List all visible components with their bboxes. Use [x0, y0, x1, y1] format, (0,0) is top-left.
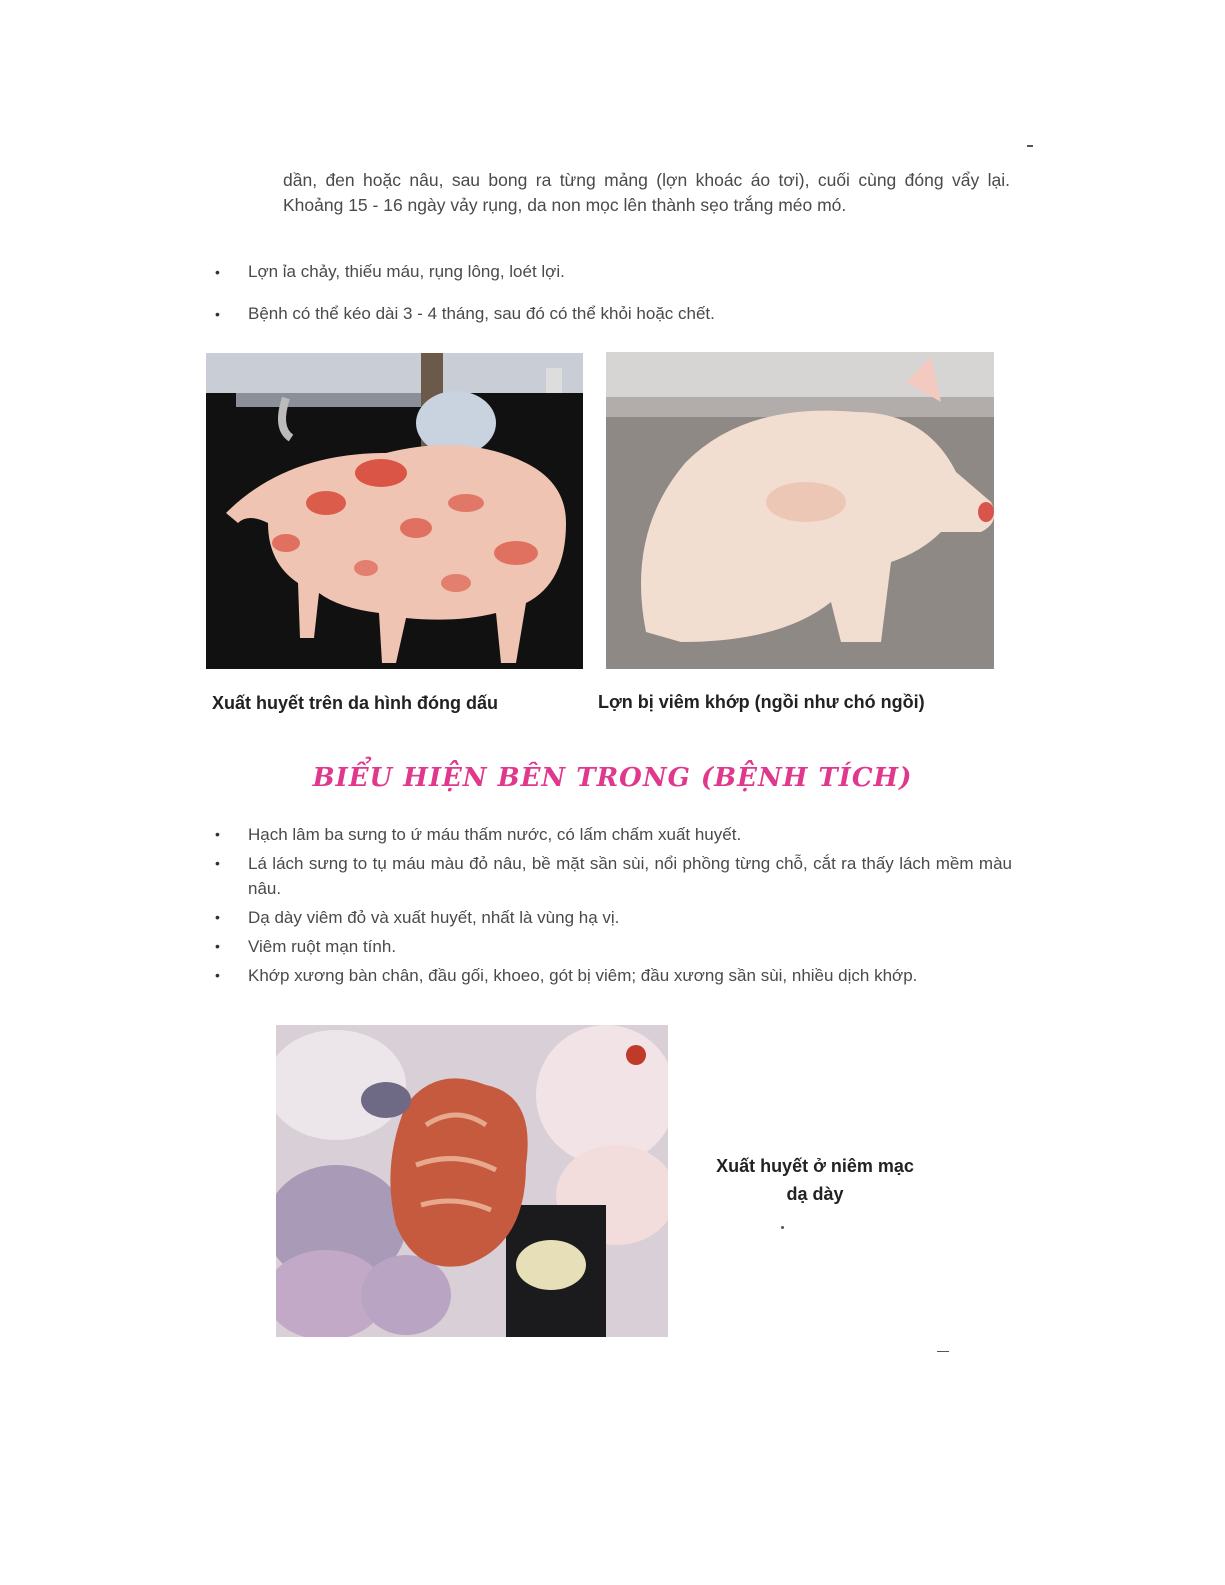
list-item	[212, 934, 1012, 959]
list-item-text: Lá lách sưng to tụ máu màu đỏ nâu, bề mặt sần sùi, nổi phồng từng chỗ, cắt ra thấy lách mềm màu nâu.	[248, 854, 1012, 898]
list-item-text: Viêm ruột mạn tính.	[248, 937, 397, 956]
list-item-text: Bệnh có thể kéo dài 3 - 4 tháng, sau đó có thể khỏi hoặc chết.	[248, 304, 715, 323]
list-item	[212, 905, 1012, 930]
bullet-icon: •	[215, 826, 220, 842]
lesions-list	[212, 822, 1012, 992]
stomach-hemorrhage-photo	[276, 1025, 668, 1337]
pig-skin-hemorrhage-photo	[206, 353, 583, 669]
right-photo-caption: Lợn bị viêm khớp (ngồi như chó ngồi)	[598, 692, 925, 712]
list-item-text: Dạ dày viêm đỏ và xuất huyết, nhất là vùng hạ vị.	[248, 908, 620, 927]
list-item-text: Khớp xương bàn chân, đầu gối, khoeo, gót bị viêm; đầu xương sần sùi, nhiều dịch khớp.	[248, 966, 918, 985]
scan-mark	[1027, 145, 1033, 147]
bullet-icon: •	[215, 967, 220, 983]
bullet-icon: •	[215, 938, 220, 954]
bullet-icon: •	[215, 909, 220, 925]
list-item-text: Hạch lâm ba sưng to ứ máu thấm nước, có lấm chấm xuất huyết.	[248, 825, 742, 844]
bullet-icon: •	[215, 264, 220, 280]
list-item-text: Lợn ỉa chảy, thiếu máu, rụng lông, loét lợi.	[248, 262, 565, 281]
bullet-icon: •	[215, 855, 220, 871]
list-item	[212, 822, 1012, 847]
left-photo-caption: Xuất huyết trên da hình đóng dấu	[212, 693, 498, 713]
stomach-photo-caption	[680, 1152, 950, 1208]
list-item	[212, 963, 1012, 988]
scan-mark	[937, 1351, 949, 1352]
symptoms-list	[212, 260, 1012, 344]
pig-arthritis-photo	[606, 352, 994, 669]
bullet-icon: •	[215, 306, 220, 322]
caption-line: Xuất huyết ở niêm mạc	[716, 1156, 914, 1176]
list-item	[212, 260, 1012, 284]
section-heading: BIỂU HIỆN BÊN TRONG (BỆNH TÍCH)	[312, 763, 913, 793]
caption-line: dạ dày	[786, 1184, 844, 1204]
scan-mark	[781, 1226, 784, 1229]
list-item	[212, 302, 1012, 326]
list-item	[212, 851, 1012, 901]
intro-paragraph: dần, đen hoặc nâu, sau bong ra từng mảng (lợn khoác áo tơi), cuối cùng đóng vẩy lại. Khoảng 15 - 16 ngày vảy rụng, da non mọc lên thành sẹo trắng méo mó.	[283, 170, 1010, 215]
